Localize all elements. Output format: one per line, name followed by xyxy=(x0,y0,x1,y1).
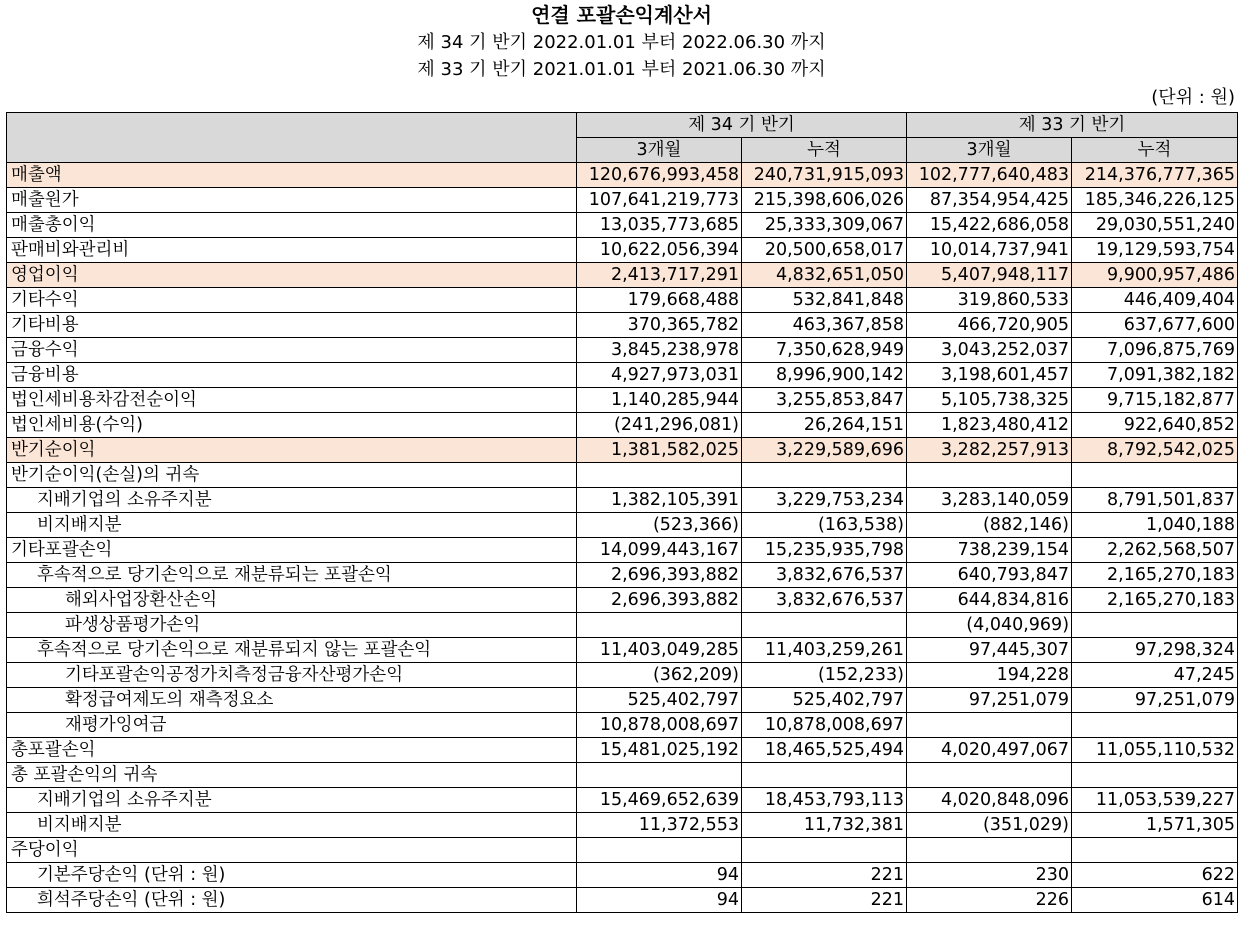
value-cell: 525,402,797 xyxy=(577,688,742,713)
row-label: 기본주당손익 (단위 : 원) xyxy=(7,863,577,888)
value-cell: 221 xyxy=(742,863,907,888)
value-cell: 97,445,307 xyxy=(907,638,1072,663)
value-cell: 8,996,900,142 xyxy=(742,363,907,388)
value-cell: 532,841,848 xyxy=(742,288,907,313)
header-34-3months: 3개월 xyxy=(577,138,742,163)
row-label: 반기순이익(손실)의 귀속 xyxy=(7,463,577,488)
row-label: 기타수익 xyxy=(7,288,577,313)
value-cell: 3,043,252,037 xyxy=(907,338,1072,363)
value-cell: 2,165,270,183 xyxy=(1072,588,1238,613)
table-row xyxy=(7,538,1238,563)
value-cell: 87,354,954,425 xyxy=(907,188,1072,213)
row-label: 지배기업의 소유주지분 xyxy=(7,788,577,813)
value-cell: 10,878,008,697 xyxy=(742,713,907,738)
value-cell: 47,245 xyxy=(1072,663,1238,688)
value-cell: 2,696,393,882 xyxy=(577,588,742,613)
row-label: 파생상품평가손익 xyxy=(7,613,577,638)
row-label: 금융수익 xyxy=(7,338,577,363)
value-cell: 738,239,154 xyxy=(907,538,1072,563)
value-cell: 466,720,905 xyxy=(907,313,1072,338)
table-row xyxy=(7,438,1238,463)
value-cell: 9,715,182,877 xyxy=(1072,388,1238,413)
table-row xyxy=(7,213,1238,238)
value-cell: (351,029) xyxy=(907,813,1072,838)
value-cell: 11,055,110,532 xyxy=(1072,738,1238,763)
period-33-subtitle: 제 33 기 반기 2021.01.01 부터 2021.06.30 까지 xyxy=(417,59,826,80)
header-period-34: 제 34 기 반기 xyxy=(577,113,907,138)
value-cell: (362,209) xyxy=(577,663,742,688)
value-cell: 1,382,105,391 xyxy=(577,488,742,513)
value-cell: 1,571,305 xyxy=(1072,813,1238,838)
table-row xyxy=(7,338,1238,363)
value-cell: 29,030,551,240 xyxy=(1072,213,1238,238)
value-cell xyxy=(742,838,907,863)
value-cell xyxy=(577,763,742,788)
table-row xyxy=(7,888,1238,913)
row-label: 총 포괄손익의 귀속 xyxy=(7,763,577,788)
value-cell: 194,228 xyxy=(907,663,1072,688)
value-cell: 15,469,652,639 xyxy=(577,788,742,813)
row-label: 영업이익 xyxy=(7,263,577,288)
value-cell: (4,040,969) xyxy=(907,613,1072,638)
row-label: 총포괄손익 xyxy=(7,738,577,763)
table-row xyxy=(7,663,1238,688)
table-row xyxy=(7,813,1238,838)
unit-label: (단위 : 원) xyxy=(1151,87,1235,108)
value-cell: 13,035,773,685 xyxy=(577,213,742,238)
income-statement-table xyxy=(6,112,1238,913)
value-cell: 15,422,686,058 xyxy=(907,213,1072,238)
table-row xyxy=(7,788,1238,813)
table-row xyxy=(7,363,1238,388)
value-cell: 4,832,651,050 xyxy=(742,263,907,288)
value-cell xyxy=(742,763,907,788)
header-label-cell xyxy=(7,113,577,163)
value-cell: 3,832,676,537 xyxy=(742,588,907,613)
row-label: 희석주당손익 (단위 : 원) xyxy=(7,888,577,913)
value-cell: 3,255,853,847 xyxy=(742,388,907,413)
row-label: 후속적으로 당기손익으로 재분류되지 않는 포괄손익 xyxy=(7,638,577,663)
table-row xyxy=(7,638,1238,663)
value-cell: 1,381,582,025 xyxy=(577,438,742,463)
row-label: 비지배지분 xyxy=(7,513,577,538)
table-row xyxy=(7,463,1238,488)
value-cell xyxy=(907,713,1072,738)
value-cell: 179,668,488 xyxy=(577,288,742,313)
value-cell: 15,481,025,192 xyxy=(577,738,742,763)
value-cell: 644,834,816 xyxy=(907,588,1072,613)
table-row xyxy=(7,163,1238,188)
row-label: 매출총이익 xyxy=(7,213,577,238)
value-cell: 10,014,737,941 xyxy=(907,238,1072,263)
value-cell: 97,251,079 xyxy=(907,688,1072,713)
value-cell: 97,251,079 xyxy=(1072,688,1238,713)
value-cell xyxy=(742,613,907,638)
value-cell xyxy=(907,838,1072,863)
value-cell: (523,366) xyxy=(577,513,742,538)
value-cell: 525,402,797 xyxy=(742,688,907,713)
value-cell: 4,020,848,096 xyxy=(907,788,1072,813)
value-cell: 4,927,973,031 xyxy=(577,363,742,388)
period-34-subtitle: 제 34 기 반기 2022.01.01 부터 2022.06.30 까지 xyxy=(417,32,826,53)
value-cell: 25,333,309,067 xyxy=(742,213,907,238)
row-label: 확정급여제도의 재측정요소 xyxy=(7,688,577,713)
value-cell: 2,696,393,882 xyxy=(577,563,742,588)
header-period-33: 제 33 기 반기 xyxy=(907,113,1238,138)
row-label: 매출액 xyxy=(7,163,577,188)
row-label: 후속적으로 당기손익으로 재분류되는 포괄손익 xyxy=(7,563,577,588)
statement-body xyxy=(7,163,1238,913)
value-cell: 15,235,935,798 xyxy=(742,538,907,563)
value-cell: 3,832,676,537 xyxy=(742,563,907,588)
value-cell: 8,792,542,025 xyxy=(1072,438,1238,463)
row-label: 기타포괄손익공정가치측정금융자산평가손익 xyxy=(7,663,577,688)
table-row xyxy=(7,563,1238,588)
table-row xyxy=(7,413,1238,438)
value-cell: 9,900,957,486 xyxy=(1072,263,1238,288)
header-33-cumulative: 누적 xyxy=(1072,138,1238,163)
value-cell: 1,140,285,944 xyxy=(577,388,742,413)
value-cell: 3,229,589,696 xyxy=(742,438,907,463)
value-cell: 94 xyxy=(577,888,742,913)
value-cell: 107,641,219,773 xyxy=(577,188,742,213)
value-cell: 11,403,049,285 xyxy=(577,638,742,663)
value-cell: 11,372,553 xyxy=(577,813,742,838)
value-cell xyxy=(577,613,742,638)
row-label: 주당이익 xyxy=(7,838,577,863)
value-cell: 94 xyxy=(577,863,742,888)
value-cell: 10,878,008,697 xyxy=(577,713,742,738)
row-label: 법인세비용차감전순이익 xyxy=(7,388,577,413)
row-label: 비지배지분 xyxy=(7,813,577,838)
value-cell: 14,099,443,167 xyxy=(577,538,742,563)
table-row xyxy=(7,688,1238,713)
value-cell: 11,053,539,227 xyxy=(1072,788,1238,813)
value-cell: 18,465,525,494 xyxy=(742,738,907,763)
value-cell: 97,298,324 xyxy=(1072,638,1238,663)
value-cell: 446,409,404 xyxy=(1072,288,1238,313)
value-cell: 215,398,606,026 xyxy=(742,188,907,213)
value-cell: 370,365,782 xyxy=(577,313,742,338)
value-cell: 230 xyxy=(907,863,1072,888)
value-cell xyxy=(577,838,742,863)
row-label: 금융비용 xyxy=(7,363,577,388)
value-cell: 185,346,226,125 xyxy=(1072,188,1238,213)
value-cell: 5,407,948,117 xyxy=(907,263,1072,288)
value-cell: 214,376,777,365 xyxy=(1072,163,1238,188)
row-label: 법인세비용(수익) xyxy=(7,413,577,438)
header-33-3months: 3개월 xyxy=(907,138,1072,163)
value-cell: 5,105,738,325 xyxy=(907,388,1072,413)
table-row xyxy=(7,513,1238,538)
value-cell: 221 xyxy=(742,888,907,913)
table-row xyxy=(7,288,1238,313)
value-cell xyxy=(907,763,1072,788)
value-cell xyxy=(577,463,742,488)
table-row xyxy=(7,713,1238,738)
value-cell: 26,264,151 xyxy=(742,413,907,438)
table-row xyxy=(7,313,1238,338)
value-cell: 3,282,257,913 xyxy=(907,438,1072,463)
value-cell: 18,453,793,113 xyxy=(742,788,907,813)
value-cell: 20,500,658,017 xyxy=(742,238,907,263)
value-cell: 2,262,568,507 xyxy=(1072,538,1238,563)
table-row xyxy=(7,588,1238,613)
value-cell xyxy=(1072,763,1238,788)
value-cell: (152,233) xyxy=(742,663,907,688)
value-cell: (163,538) xyxy=(742,513,907,538)
value-cell: 3,198,601,457 xyxy=(907,363,1072,388)
value-cell: 19,129,593,754 xyxy=(1072,238,1238,263)
value-cell: 637,677,600 xyxy=(1072,313,1238,338)
value-cell xyxy=(1072,613,1238,638)
table-row xyxy=(7,188,1238,213)
value-cell: 8,791,501,837 xyxy=(1072,488,1238,513)
row-label: 기타포괄손익 xyxy=(7,538,577,563)
statement-title: 연결 포괄손익계산서 xyxy=(531,3,712,27)
value-cell xyxy=(1072,713,1238,738)
table-row xyxy=(7,238,1238,263)
value-cell: (241,296,081) xyxy=(577,413,742,438)
table-row xyxy=(7,263,1238,288)
table-row xyxy=(7,863,1238,888)
value-cell: 11,403,259,261 xyxy=(742,638,907,663)
value-cell: 10,622,056,394 xyxy=(577,238,742,263)
value-cell xyxy=(1072,463,1238,488)
value-cell: 3,229,753,234 xyxy=(742,488,907,513)
value-cell: 614 xyxy=(1072,888,1238,913)
value-cell: 102,777,640,483 xyxy=(907,163,1072,188)
row-label: 판매비와관리비 xyxy=(7,238,577,263)
table-row xyxy=(7,388,1238,413)
value-cell: (882,146) xyxy=(907,513,1072,538)
row-label: 반기순이익 xyxy=(7,438,577,463)
value-cell: 120,676,993,458 xyxy=(577,163,742,188)
value-cell: 3,845,238,978 xyxy=(577,338,742,363)
value-cell: 7,096,875,769 xyxy=(1072,338,1238,363)
table-row xyxy=(7,613,1238,638)
table-row xyxy=(7,763,1238,788)
row-label: 지배기업의 소유주지분 xyxy=(7,488,577,513)
value-cell: 922,640,852 xyxy=(1072,413,1238,438)
value-cell: 2,165,270,183 xyxy=(1072,563,1238,588)
table-row xyxy=(7,838,1238,863)
value-cell: 1,823,480,412 xyxy=(907,413,1072,438)
value-cell: 240,731,915,093 xyxy=(742,163,907,188)
table-row xyxy=(7,488,1238,513)
value-cell: 7,350,628,949 xyxy=(742,338,907,363)
value-cell: 7,091,382,182 xyxy=(1072,363,1238,388)
row-label: 재평가잉여금 xyxy=(7,713,577,738)
table-row xyxy=(7,738,1238,763)
value-cell: 3,283,140,059 xyxy=(907,488,1072,513)
value-cell: 640,793,847 xyxy=(907,563,1072,588)
value-cell: 463,367,858 xyxy=(742,313,907,338)
header-34-cumulative: 누적 xyxy=(742,138,907,163)
value-cell: 1,040,188 xyxy=(1072,513,1238,538)
value-cell: 319,860,533 xyxy=(907,288,1072,313)
row-label: 기타비용 xyxy=(7,313,577,338)
value-cell xyxy=(1072,838,1238,863)
value-cell: 4,020,497,067 xyxy=(907,738,1072,763)
value-cell xyxy=(742,463,907,488)
row-label: 매출원가 xyxy=(7,188,577,213)
value-cell: 2,413,717,291 xyxy=(577,263,742,288)
value-cell: 622 xyxy=(1072,863,1238,888)
value-cell: 226 xyxy=(907,888,1072,913)
value-cell: 11,732,381 xyxy=(742,813,907,838)
value-cell xyxy=(907,463,1072,488)
row-label: 해외사업장환산손익 xyxy=(7,588,577,613)
